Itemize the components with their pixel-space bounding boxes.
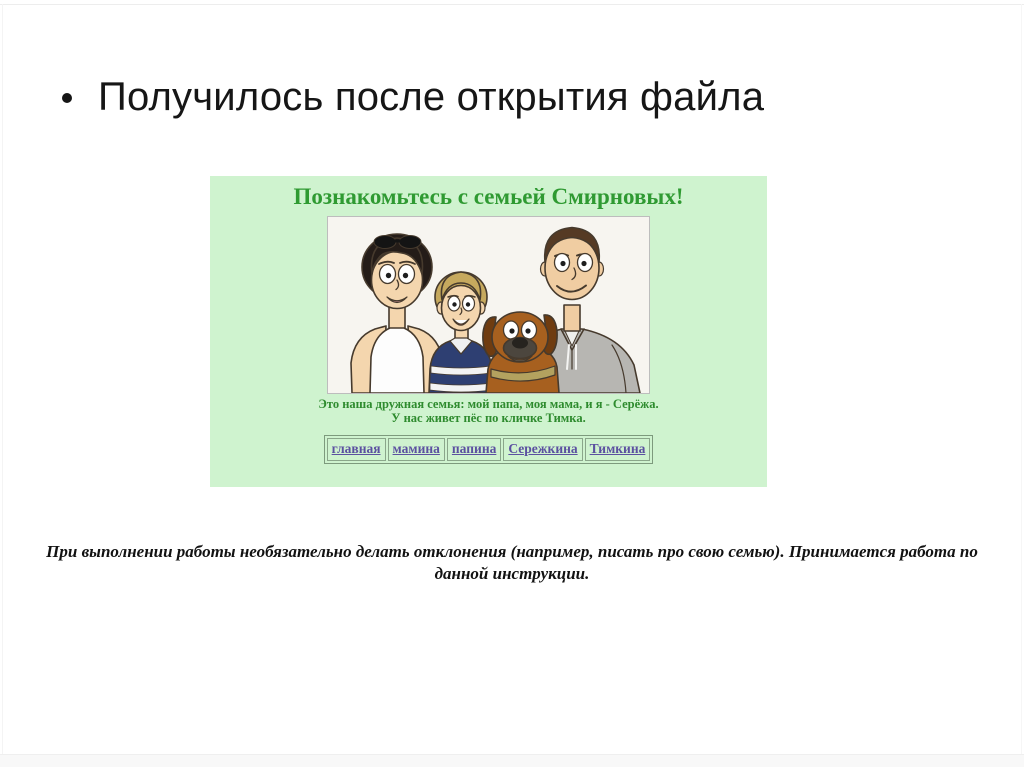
dog-figure (483, 312, 559, 393)
nav-link-glavnaya[interactable]: главная (331, 440, 381, 456)
bullet-marker (62, 93, 72, 103)
nav-cell-timkina (585, 438, 651, 461)
webpage-caption (210, 397, 767, 426)
caption-line-1: Это наша дружная семья: мой папа, моя мама, и я - Серёжа. (318, 396, 659, 411)
nav-cell-glavnaya (327, 438, 386, 461)
webpage-nav-table (324, 435, 654, 464)
nav-row (327, 438, 651, 461)
slide-top-border (0, 4, 1024, 5)
embedded-webpage-screenshot (210, 176, 767, 487)
slide-bottom-edge (0, 754, 1024, 767)
caption-line-2: У нас живет пёс по кличке Тимка. (391, 411, 586, 426)
nav-cell-papina (447, 438, 501, 461)
slide-left-border (2, 4, 3, 754)
nav-link-timkina[interactable]: Тимкина (589, 440, 646, 456)
nav-link-papina[interactable]: папина (451, 440, 497, 456)
family-portrait-illustration (328, 217, 649, 393)
family-photo (327, 216, 650, 394)
nav-link-mamina[interactable]: мамина (392, 440, 440, 456)
bullet-text: Получилось после открытия файла (98, 75, 765, 119)
instruction-note: При выполнении работы необязательно делать отклонения (например, писать про свою семью). Принимается работа по данной инструкции. (46, 542, 978, 584)
bullet-list-item (62, 74, 764, 120)
nav-cell-serezhkina (503, 438, 582, 461)
slide-right-border (1021, 4, 1022, 754)
webpage-title: Познакомьтесь с семьей Смирновых! (293, 184, 684, 209)
nav-cell-mamina (388, 438, 445, 461)
nav-link-serezhkina[interactable]: Сережкина (508, 440, 578, 456)
